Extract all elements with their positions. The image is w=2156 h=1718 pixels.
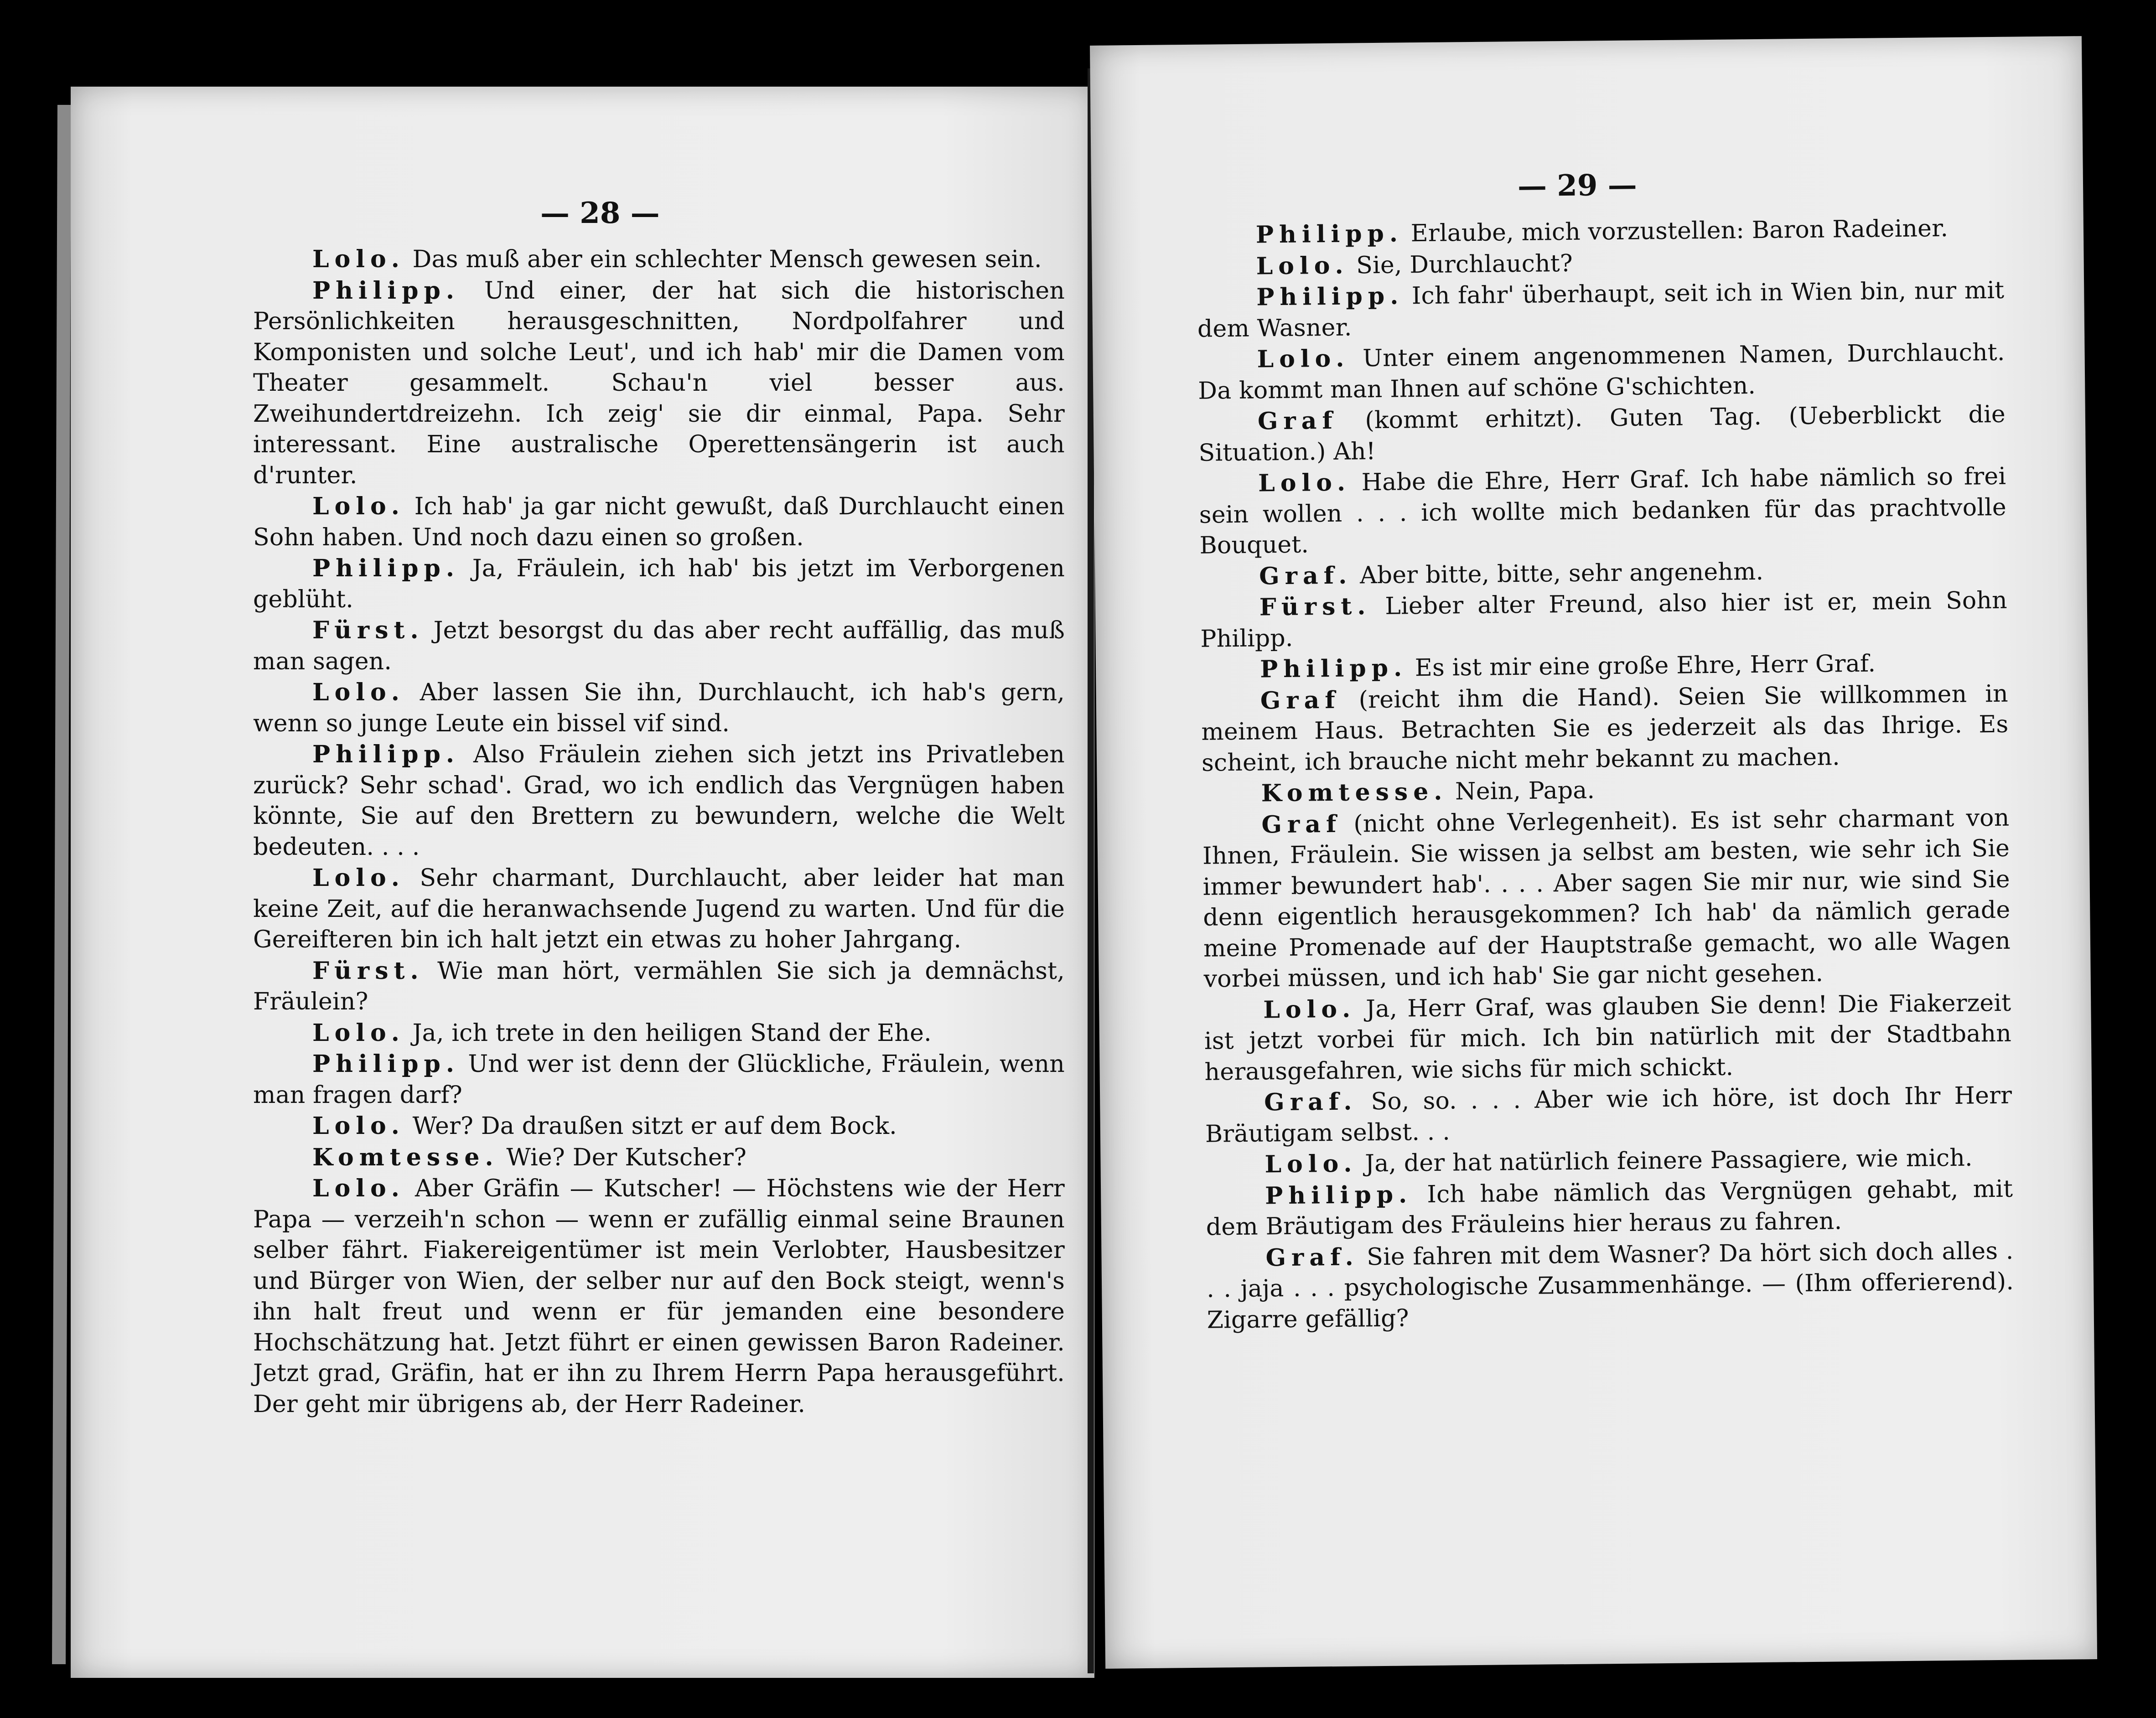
line-text: Es ist mir eine große Ehre, Herr Graf.	[1415, 650, 1876, 682]
line-text: Erlaube, mich vorzustellen: Baron Radeiner.	[1410, 214, 1949, 248]
line-text: Also Fräulein ziehen sich jetzt ins Privatleben zurück? Sehr schad'. Grad, wo ich endlich das Vergnügen haben könnte, Sie auf den Brettern zu bewundern, welche die Welt bedeuten. . . .	[253, 741, 1065, 861]
dialogue-line	[1206, 1173, 2013, 1243]
speaker-name: Lolo.	[312, 1175, 405, 1202]
line-text: (reicht ihm die Hand). Seien Sie willkommen in meinem Haus. Betrachten Sie es jederzeit als das Ihrige. Es scheint, ich brauche nicht mehr bekannt zu machen.	[1201, 680, 2009, 777]
line-text: Das muß aber ein schlechter Mensch gewesen sein.	[412, 246, 1042, 273]
right-page	[1090, 36, 2097, 1669]
dialogue-line	[1199, 461, 2007, 561]
speaker-name: Fürst.	[1259, 592, 1371, 621]
right-page-text	[1197, 212, 2014, 1336]
speaker-name: Lolo.	[1257, 344, 1350, 373]
speaker-name: Graf.	[1259, 561, 1353, 590]
line-text: Ich hab' ja gar nicht gewußt, daß Durchlaucht einen Sohn haben. Und noch dazu einen so großen.	[253, 493, 1065, 551]
line-text: Lieber alter Freund, also hier ist er, mein Sohn Philipp.	[1200, 586, 2008, 653]
dialogue-line	[253, 1018, 1065, 1049]
line-text: (kommt erhitzt). Guten Tag. (Ueberblickt die Situation.) Ah!	[1198, 400, 2006, 467]
line-text: Sie, Durchlaucht?	[1356, 249, 1573, 279]
dialogue-line	[253, 275, 1065, 492]
dialogue-line	[253, 1111, 1065, 1142]
line-text: Ja, Herr Graf, was glauben Sie denn! Die Fiakerzeit ist jetzt vorbei für mich. Ich bin natürlich mit der Stadtbahn herausgefahren, wie sichs für mich schickt.	[1204, 989, 2012, 1086]
speaker-name: Philipp.	[1256, 282, 1404, 311]
line-text: Habe die Ehre, Herr Graf. Ich habe nämlich so frei sein wollen . . . ich wollte mich bedanken für das prachtvolle Bouquet.	[1199, 462, 2007, 559]
speaker-name: Philipp.	[312, 554, 460, 582]
speaker-name: Graf	[1261, 810, 1342, 838]
speaker-name: Lolo.	[312, 245, 405, 273]
speaker-name: Fürst.	[312, 957, 424, 985]
line-text: Ja, Fräulein, ich hab' bis jetzt im Verborgenen geblüht.	[253, 555, 1065, 613]
speaker-name: Lolo.	[312, 678, 405, 706]
line-text: Aber lassen Sie ihn, Durchlaucht, ich hab's gern, wenn so junge Leute ein bissel vif sind.	[253, 679, 1065, 737]
dialogue-line	[253, 956, 1065, 1018]
speaker-name: Graf.	[1265, 1242, 1359, 1272]
left-page-text	[253, 244, 1065, 1420]
line-text: Sie fahren mit dem Wasner? Da hört sich doch alles . . . jaja . . . psychologische Zusammenhänge. — (Ihm offerierend). Zigarre gefällig?	[1206, 1237, 2014, 1334]
dialogue-line	[253, 1142, 1065, 1174]
speaker-name: Philipp.	[1255, 219, 1404, 249]
left-page	[71, 87, 1094, 1678]
line-text: Jetzt besorgst du das aber recht auffällig, das muß man sagen.	[253, 617, 1065, 675]
speaker-name: Lolo.	[312, 1019, 405, 1047]
dialogue-line	[253, 244, 1065, 275]
speaker-name: Lolo.	[1263, 995, 1356, 1024]
speaker-name: Philipp.	[1265, 1180, 1413, 1210]
speaker-name: Philipp.	[312, 1050, 460, 1078]
line-text: Und einer, der hat sich die historischen Persönlichkeiten herausgeschnitten, Nordpolfahrer und Komponisten und solche Leut', und ich hab' mir die Damen vom Theater gesammelt. Schau'n viel besser aus. Zweihundertdreizehn. Ich zeig' sie dir einmal, Papa. Sehr interessant. Eine australische Operettensängerin ist auch d'runter.	[253, 277, 1065, 489]
speaker-name: Lolo.	[1258, 468, 1351, 497]
dialogue-line	[1200, 585, 2008, 655]
dialogue-line	[253, 863, 1065, 956]
speaker-name: Graf	[1257, 406, 1338, 435]
dialogue-line	[253, 491, 1065, 553]
line-text: Sehr charmant, Durchlaucht, aber leider hat man keine Zeit, auf die heranwachsende Jugend zu warten. Und für die Gereifteren bin ich halt jetzt ein etwas zu hoher Jahrgang.	[253, 864, 1065, 953]
line-text: Wie man hört, vermählen Sie sich ja demnächst, Fräulein?	[253, 957, 1065, 1015]
speaker-name: Fürst.	[312, 616, 424, 644]
line-text: Ich fahr' überhaupt, seit ich in Wien bin, nur mit dem Wasner.	[1197, 276, 2005, 343]
dialogue-line	[1197, 275, 2005, 345]
speaker-name: Philipp.	[312, 276, 460, 305]
speaker-name: Graf	[1260, 686, 1341, 714]
speaker-name: Graf.	[1264, 1087, 1358, 1117]
speaker-name: Lolo.	[312, 864, 405, 892]
previous-leaf-edge	[52, 105, 71, 1664]
line-text: Nein, Papa.	[1455, 776, 1595, 806]
line-text: Aber bitte, bitte, sehr angenehm.	[1359, 558, 1764, 589]
dialogue-line	[1204, 987, 2012, 1087]
dialogue-line	[253, 1049, 1065, 1111]
line-text: Unter einem angenommenen Namen, Durchlaucht. Da kommt man Ihnen auf schöne G'schichten.	[1197, 338, 2005, 405]
left-page-number: — 28 —	[540, 196, 660, 230]
dialogue-line	[1202, 802, 2011, 995]
line-text: Und wer ist denn der Glückliche, Fräulein, wenn man fragen darf?	[253, 1050, 1065, 1109]
speaker-name: Philipp.	[1259, 654, 1408, 683]
line-text: Ja, ich trete in den heiligen Stand der Ehe.	[412, 1019, 932, 1047]
dialogue-line	[253, 553, 1065, 615]
dialogue-line	[1201, 678, 2009, 778]
line-text: Ich habe nämlich das Vergnügen gehabt, mit dem Bräutigam des Fräuleins hier heraus zu fahren.	[1206, 1175, 2013, 1241]
line-text: (nicht ohne Verlegenheit). Es ist sehr charmant von Ihnen, Fräulein. Sie wissen ja selbst am besten, wie sehr ich Sie immer bewundert hab'. . . . Aber sagen Sie mir nur, wie sind Sie denn eigentlich herausgekommen? Ich hab' da nämlich gerade meine Promenade auf der Hauptstraße gemacht, wo alle Wagen vorbei müssen, und ich hab' Sie gar nicht gesehen.	[1202, 804, 2011, 993]
dialogue-line	[253, 1173, 1065, 1420]
line-text: Aber Gräfin — Kutscher! — Höchstens wie der Herr Papa — verzeih'n schon — wenn er zufällig einmal seine Braunen selber fährt. Fiakereigentümer ist mein Verlobter, Hausbesitzer und Bürger von Wien, der selber nur auf den Bock steigt, wenn's ihn halt freut und wenn er für jemanden eine besondere Hochschätzung hat. Jetzt führt er einen gewissen Baron Radeiner. Jetzt grad, Gräfin, hat er ihn zu Ihrem Herrn Papa herausgeführt. Der geht mir übrigens ab, der Herr Radeiner.	[253, 1175, 1065, 1418]
speaker-name: Lolo.	[1265, 1149, 1358, 1179]
dialogue-line	[1206, 1235, 2014, 1335]
speaker-name: Komtesse.	[312, 1143, 499, 1171]
line-text: Wer? Da draußen sitzt er auf dem Bock.	[412, 1113, 897, 1140]
dialogue-line	[1205, 1080, 2012, 1150]
line-text: Wie? Der Kutscher?	[506, 1144, 747, 1171]
dialogue-line	[1197, 337, 2005, 407]
line-text: Ja, der hat natürlich feinere Passagiere, wie mich.	[1364, 1144, 1973, 1178]
speaker-name: Philipp.	[312, 740, 460, 768]
speaker-name: Lolo.	[1256, 251, 1349, 280]
dialogue-line	[1198, 399, 2006, 469]
speaker-name: Komtesse.	[1261, 777, 1448, 807]
speaker-name: Lolo.	[312, 1112, 405, 1140]
line-text: So, so. . . . Aber wie ich höre, ist doch Ihr Herr Bräutigam selbst. . .	[1205, 1082, 2012, 1148]
dialogue-line	[253, 677, 1065, 739]
right-page-number: — 29 —	[1517, 168, 1637, 204]
dialogue-line	[253, 739, 1065, 863]
dialogue-line	[253, 615, 1065, 677]
speaker-name: Lolo.	[312, 492, 405, 520]
